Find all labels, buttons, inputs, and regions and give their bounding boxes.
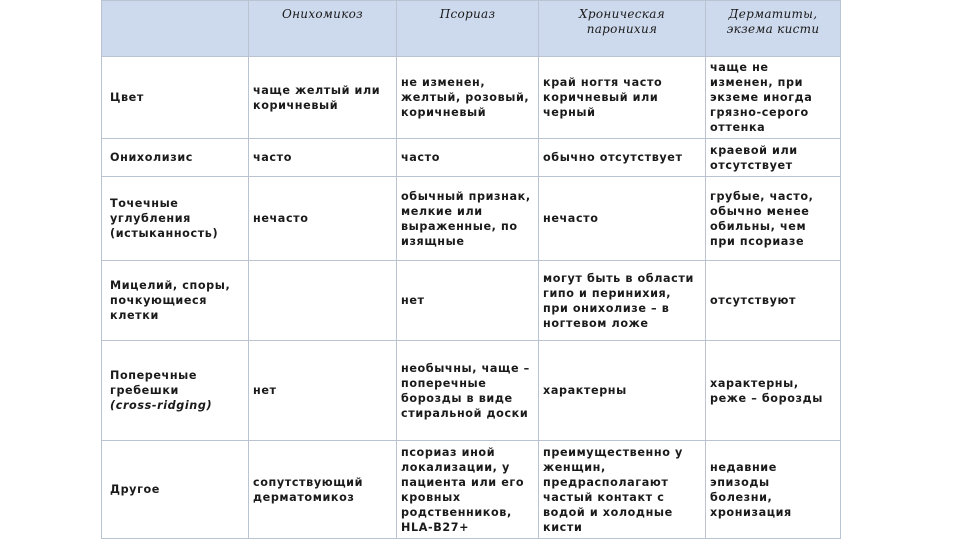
cell-onychomycosis: нет	[249, 341, 397, 441]
row-label: Точечные углубления (истыканность)	[102, 177, 249, 261]
row-label: Цвет	[102, 57, 249, 139]
row-label: Онихолизис	[102, 139, 249, 177]
header-row	[102, 1, 841, 57]
header-dermatitis: Дерматиты, экзема кисти	[706, 1, 841, 57]
cell-onychomycosis: сопутствующий дерматомикоз	[249, 441, 397, 539]
cell-onychomycosis	[249, 261, 397, 341]
cell-paronychia: нечасто	[539, 177, 706, 261]
row-label-note: (cross-ridging)	[110, 399, 213, 412]
cell-psoriasis: нет	[397, 261, 539, 341]
cell-onychomycosis: чаще желтый или коричневый	[249, 57, 397, 139]
cell-dermatitis: грубые, часто, обычно менее обильны, чем при псориазе	[706, 177, 841, 261]
header-paronychia: Хроническая паронихия	[539, 1, 706, 57]
comparison-table-sheet	[101, 0, 840, 540]
table-row	[102, 57, 841, 139]
table-row	[102, 261, 841, 341]
header-psoriasis: Псориаз	[397, 1, 539, 57]
header-corner	[102, 1, 249, 57]
table-row	[102, 441, 841, 539]
cell-paronychia: могут быть в области гипо и перинихия, при онихолизе – в ногтевом ложе	[539, 261, 706, 341]
cell-paronychia: край ногтя часто коричневый или черный	[539, 57, 706, 139]
cell-dermatitis: краевой или отсутствует	[706, 139, 841, 177]
table-row	[102, 139, 841, 177]
cell-paronychia: характерны	[539, 341, 706, 441]
header-onychomycosis: Онихомикоз	[249, 1, 397, 57]
cell-dermatitis: недавние эпизоды болезни, хронизация	[706, 441, 841, 539]
table-row	[102, 341, 841, 441]
cell-paronychia: преимущественно у женщин, предрасполагают частый контакт с водой и холодные кисти	[539, 441, 706, 539]
cell-psoriasis: псориаз иной локализации, у пациента или его кровных родственников, HLA-B27+	[397, 441, 539, 539]
comparison-table	[101, 0, 841, 539]
cell-psoriasis: часто	[397, 139, 539, 177]
table-row	[102, 177, 841, 261]
cell-paronychia: обычно отсутствует	[539, 139, 706, 177]
cell-psoriasis: обычный признак, мелкие или выраженные, по изящные	[397, 177, 539, 261]
row-label: Мицелий, споры, почкующиеся клетки	[102, 261, 249, 341]
cell-psoriasis: необычны, чаще – поперечные борозды в виде стиральной доски	[397, 341, 539, 441]
cell-psoriasis: не изменен, желтый, розовый, коричневый	[397, 57, 539, 139]
cell-dermatitis: отсутствуют	[706, 261, 841, 341]
row-label: Поперечные гребешки	[110, 369, 198, 397]
row-label-cell	[102, 341, 249, 441]
cell-onychomycosis: нечасто	[249, 177, 397, 261]
cell-dermatitis: чаще не изменен, при экземе иногда грязно-серого оттенка	[706, 57, 841, 139]
row-label: Другое	[102, 441, 249, 539]
cell-dermatitis: характерны, реже – борозды	[706, 341, 841, 441]
cell-onychomycosis: часто	[249, 139, 397, 177]
